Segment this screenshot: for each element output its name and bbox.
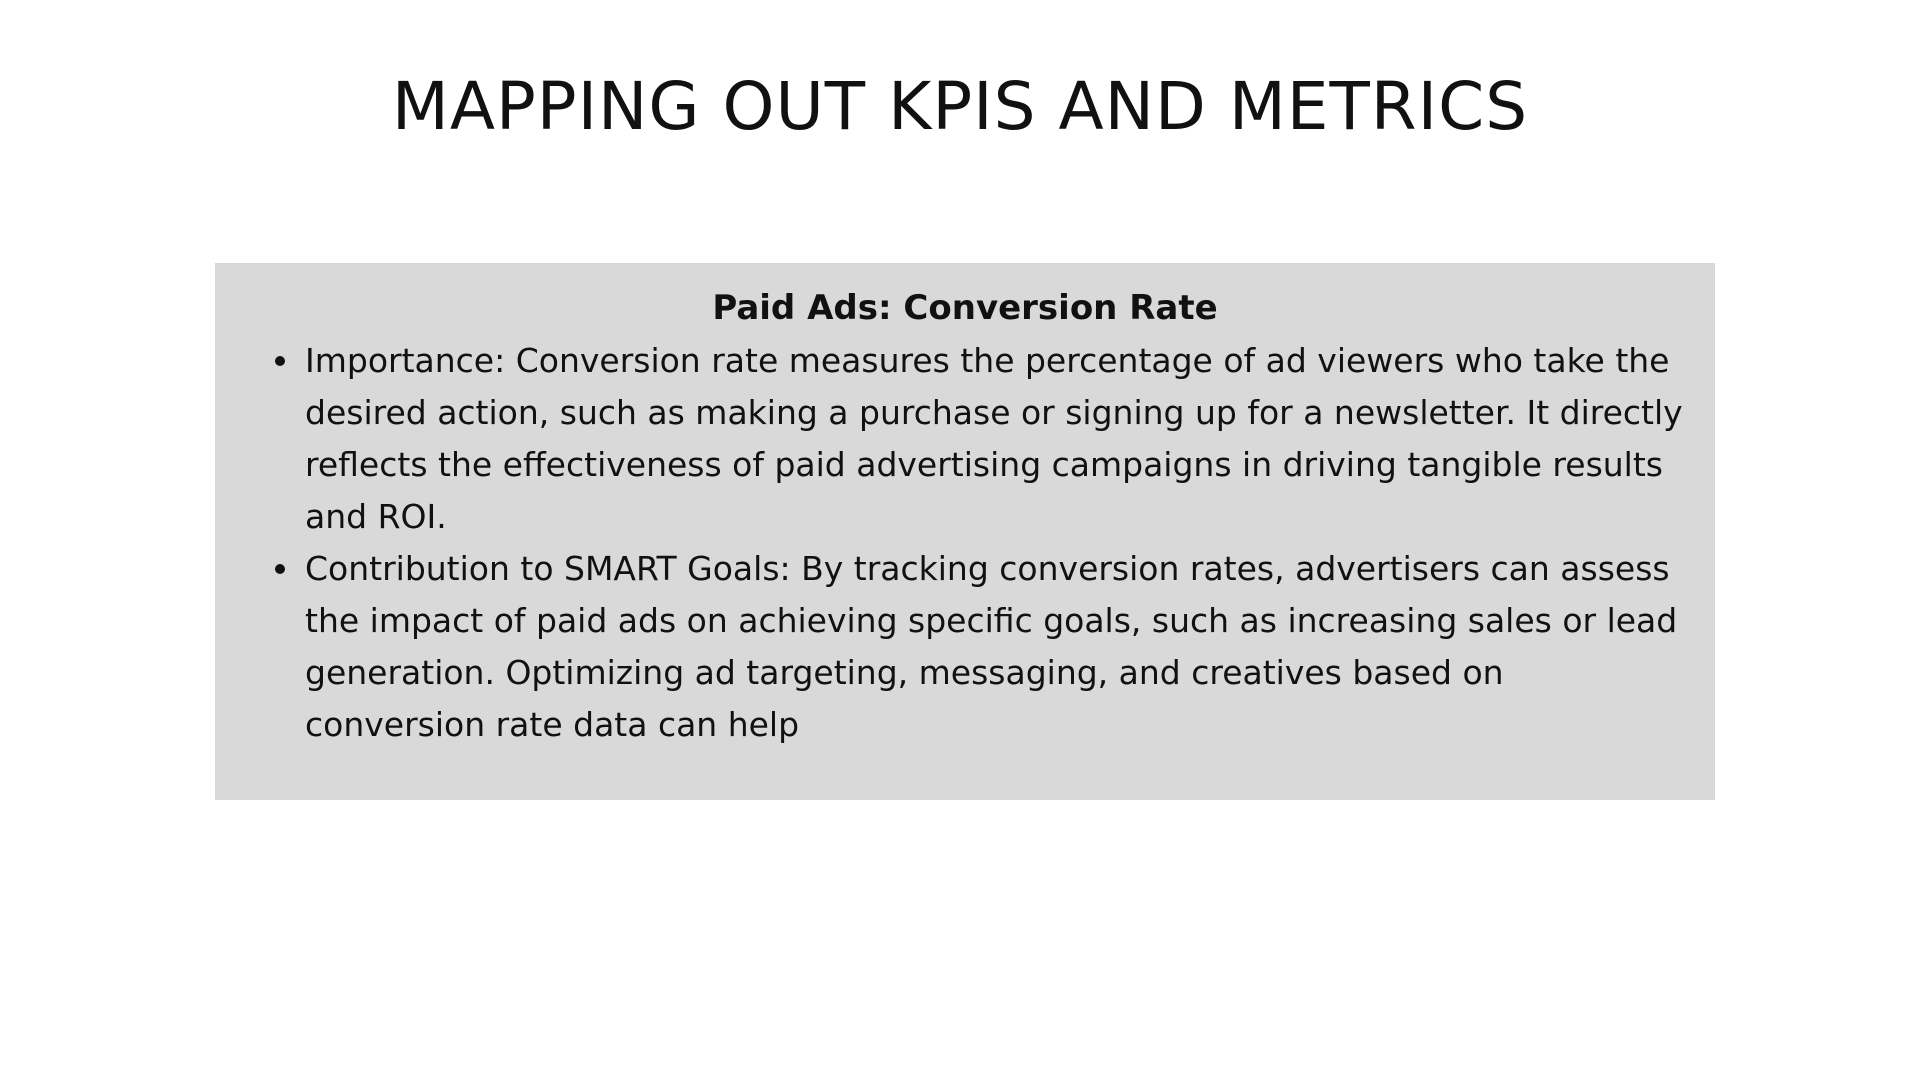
bullet-dot-icon <box>275 564 285 574</box>
bullet-text-contribution: Contribution to SMART Goals: By tracking conversion rates, advertisers can assess the impact of paid ads on achieving specific goals, such as increasing sales or lead generation. Optimizing ad targeting, messaging, and creatives based on conversion rate data can help <box>305 549 1678 744</box>
bullet-text-importance: Importance: Conversion rate measures the percentage of ad viewers who take the desired action, such as making a purchase or signing up for a newsletter. It directly reflects the effectiveness of paid advertising campaigns in driving tangible results and ROI. <box>305 341 1683 536</box>
box-heading: Paid Ads: Conversion Rate <box>712 288 1218 328</box>
slide-title: MAPPING OUT KPIS AND METRICS <box>391 68 1529 145</box>
bullet-dot-icon <box>275 356 285 366</box>
kpi-content-box <box>215 263 1715 800</box>
bullet-list <box>239 335 1691 751</box>
bullet-item-contribution <box>239 543 1691 751</box>
bullet-item-importance <box>239 335 1691 543</box>
